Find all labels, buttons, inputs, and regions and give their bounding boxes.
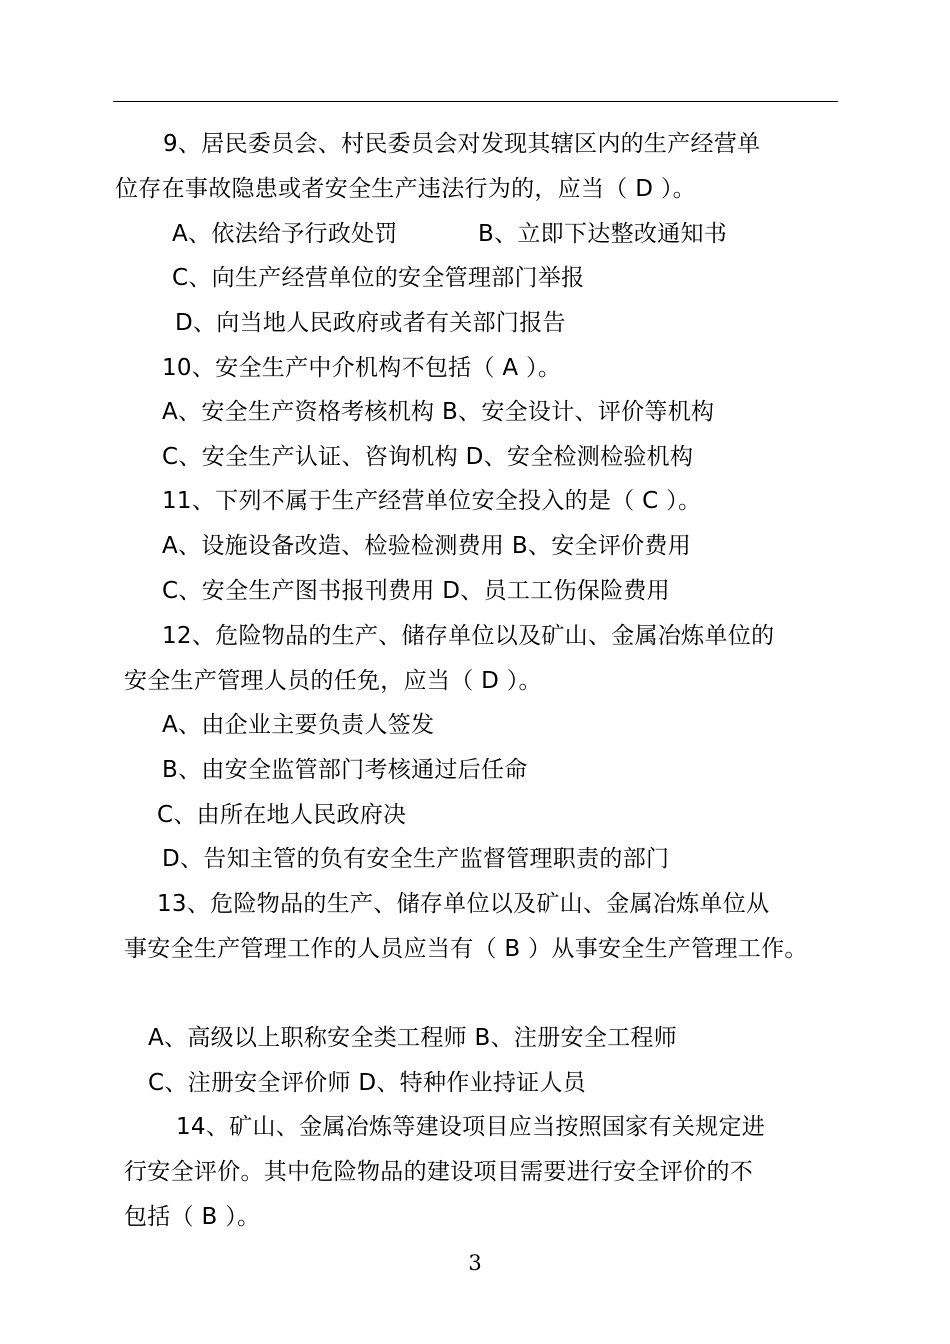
q12-option-c: C、由所在地人民政府决	[157, 802, 407, 828]
q13-line1: 13、危险物品的生产、储存单位以及矿山、金属冶炼单位从	[157, 891, 770, 917]
q13-options-cd: C、注册安全评价师 D、特种作业持证人员	[148, 1070, 587, 1096]
q9-line2: 位存在事故隐患或者安全生产违法行为的，应当（ D ）。	[115, 176, 696, 202]
q12-line1: 12、危险物品的生产、储存单位以及矿山、金属冶炼单位的	[162, 623, 775, 649]
q13-line2: 事安全生产管理工作的人员应当有（ B ）从事安全生产管理工作。	[124, 936, 808, 962]
q14-line3: 包括（ B ）。	[124, 1204, 261, 1230]
q12-option-a: A、由企业主要负责人签发	[162, 712, 435, 738]
q12-line2: 安全生产管理人员的任免，应当（ D ）。	[124, 668, 542, 694]
q13-options-ab: A、高级以上职称安全类工程师 B、注册安全工程师	[148, 1025, 678, 1051]
q14-line1: 14、矿山、金属冶炼等建设项目应当按照国家有关规定进	[176, 1114, 766, 1140]
q14-line2: 行安全评价。其中危险物品的建设项目需要进行安全评价的不	[124, 1159, 754, 1185]
q9-option-d: D、向当地人民政府或者有关部门报告	[175, 310, 566, 336]
q10-options-cd: C、安全生产认证、咨询机构 D、安全检测检验机构	[162, 444, 694, 470]
q9-option-c: C、向生产经营单位的安全管理部门举报	[172, 265, 585, 291]
q11-options-ab: A、设施设备改造、检验检测费用 B、安全评价费用	[162, 533, 692, 559]
page-number: 3	[468, 1251, 482, 1275]
header-rule	[113, 101, 838, 102]
q9-option-b: B、立即下达整改通知书	[478, 221, 728, 247]
q11-options-cd: C、安全生产图书报刊费用 D、员工工伤保险费用	[162, 578, 670, 604]
q12-option-d: D、告知主管的负有安全生产监督管理职责的部门	[162, 846, 670, 872]
q10-options-ab: A、安全生产资格考核机构 B、安全设计、评价等机构	[162, 399, 715, 425]
q11-line1: 11、下列不属于生产经营单位安全投入的是（ C ）。	[162, 488, 702, 514]
q9-option-a: A、依法给予行政处罚	[172, 221, 398, 247]
q12-option-b: B、由安全监管部门考核通过后任命	[162, 757, 528, 783]
q9-line1: 9、居民委员会、村民委员会对发现其辖区内的生产经营单	[163, 131, 761, 157]
q10-line1: 10、安全生产中介机构不包括（ A ）。	[162, 355, 562, 381]
